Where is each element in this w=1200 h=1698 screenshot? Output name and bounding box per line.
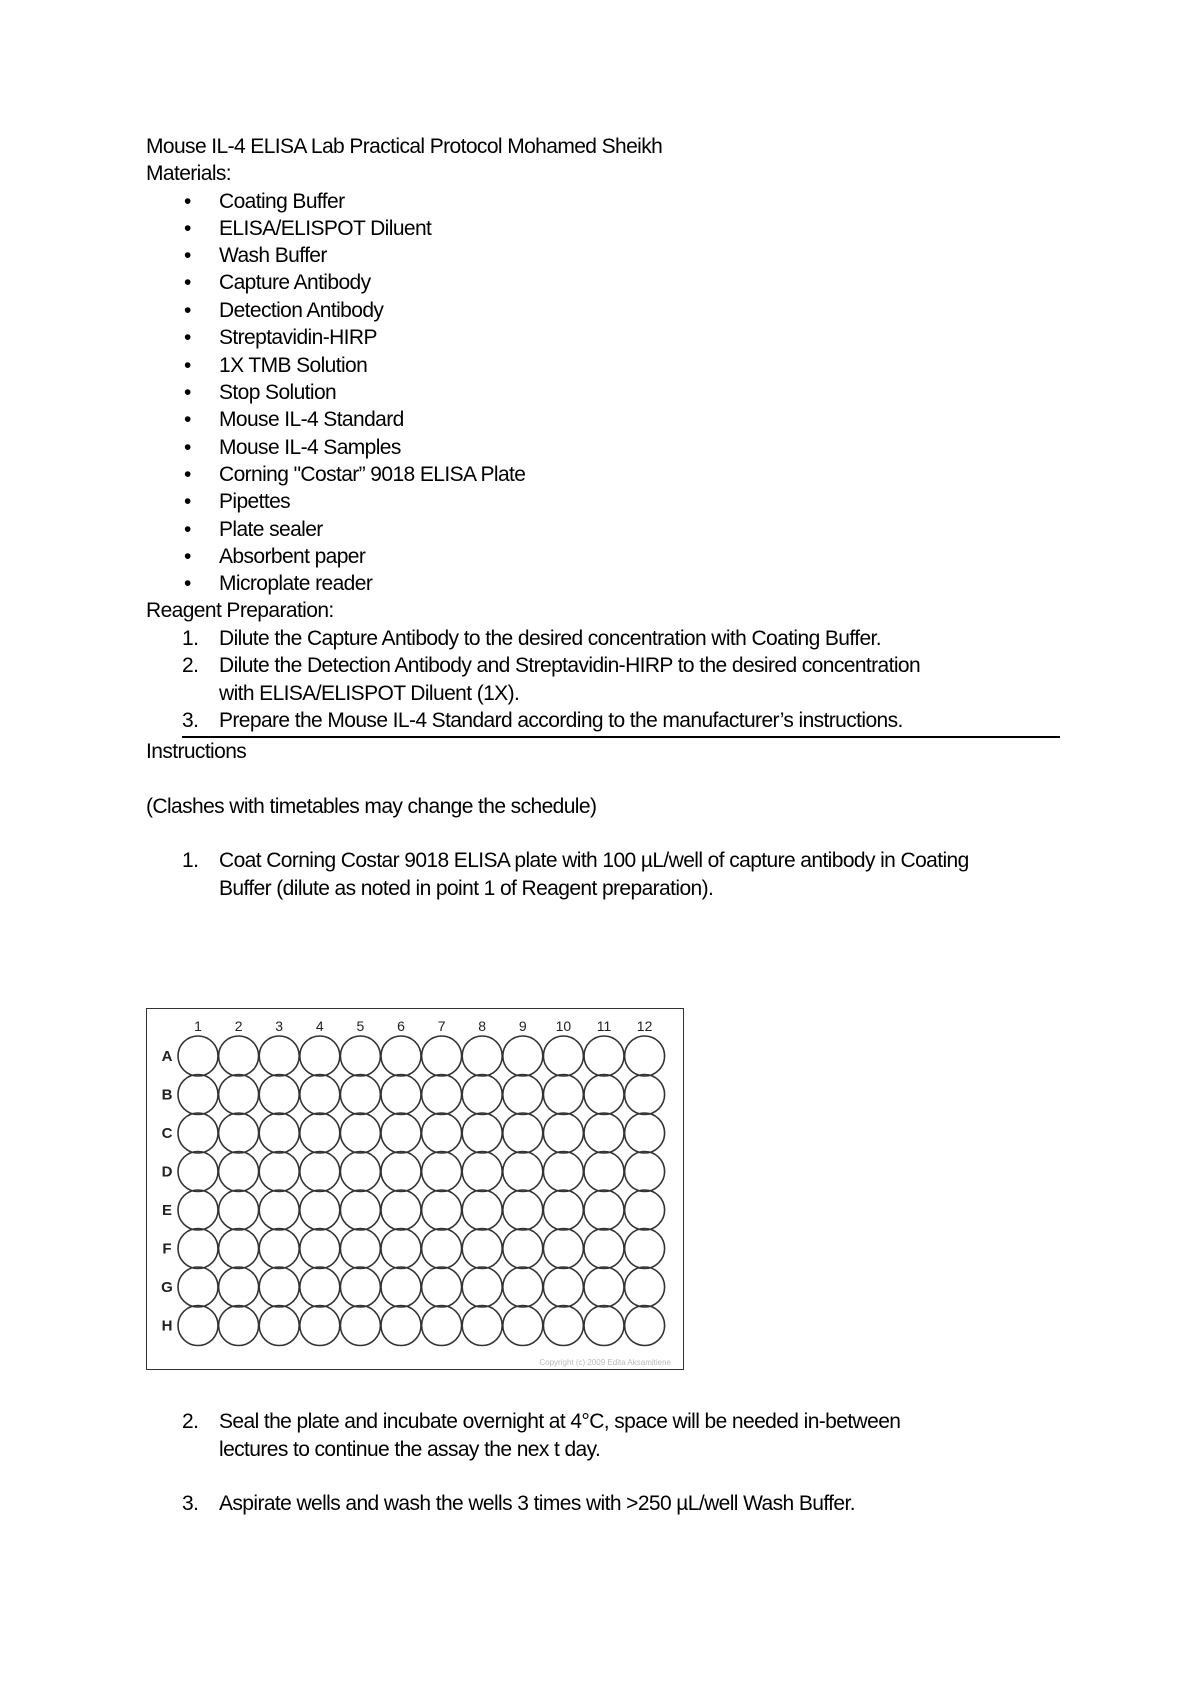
column-label: 7 <box>437 1018 446 1034</box>
column-label: 9 <box>518 1018 527 1034</box>
plate-wells-graphic <box>147 1009 683 1369</box>
well-D11 <box>584 1152 624 1192</box>
well-F5 <box>340 1229 380 1269</box>
well-E10 <box>543 1190 583 1230</box>
well-E4 <box>300 1190 340 1230</box>
column-label: 11 <box>596 1018 612 1034</box>
step-number: 2. <box>182 1410 199 1433</box>
step-text: Dilute the Capture Antibody to the desired concentration with Coating Buffer. <box>219 627 882 650</box>
column-label: 5 <box>356 1018 365 1034</box>
well-H4 <box>300 1306 340 1346</box>
bullet-icon: • <box>184 408 191 431</box>
well-D10 <box>543 1152 583 1192</box>
well-H12 <box>625 1306 665 1346</box>
reagent-preparation-heading: Reagent Preparation: <box>146 599 334 622</box>
well-A10 <box>543 1036 583 1076</box>
well-E3 <box>259 1190 299 1230</box>
row-label: E <box>161 1202 173 1219</box>
bullet-icon: • <box>184 354 191 377</box>
well-H1 <box>178 1306 218 1346</box>
step-number: 1. <box>182 627 199 650</box>
instructions-heading: Instructions <box>146 740 247 763</box>
bullet-icon: • <box>184 436 191 459</box>
step-text: Prepare the Mouse IL-4 Standard according to the manufacturer’s instructions. <box>219 709 903 732</box>
bullet-icon: • <box>184 271 191 294</box>
well-H6 <box>381 1306 421 1346</box>
well-H10 <box>543 1306 583 1346</box>
well-B5 <box>340 1075 380 1115</box>
well-C10 <box>543 1113 583 1153</box>
well-A5 <box>340 1036 380 1076</box>
well-G11 <box>584 1267 624 1307</box>
bullet-icon: • <box>184 545 191 568</box>
step-number: 3. <box>182 1492 199 1515</box>
well-E7 <box>422 1190 462 1230</box>
row-label: F <box>162 1240 172 1258</box>
well-F2 <box>219 1229 259 1269</box>
bullet-icon: • <box>184 463 191 486</box>
well-C3 <box>259 1113 299 1153</box>
bullet-icon: • <box>184 518 191 541</box>
well-B7 <box>422 1075 462 1115</box>
well-H5 <box>340 1306 380 1346</box>
step-text-continued: lectures to continue the assay the nex t day. <box>219 1438 601 1461</box>
well-D1 <box>178 1152 218 1192</box>
well-G12 <box>625 1267 665 1307</box>
well-B1 <box>178 1075 218 1115</box>
well-E6 <box>381 1190 421 1230</box>
well-F11 <box>584 1229 624 1269</box>
well-C6 <box>381 1113 421 1153</box>
step-text-continued: Buffer (dilute as noted in point 1 of Reagent preparation). <box>219 877 714 900</box>
column-label: 3 <box>275 1018 284 1034</box>
well-F9 <box>503 1229 543 1269</box>
well-B6 <box>381 1075 421 1115</box>
well-F4 <box>300 1229 340 1269</box>
well-G8 <box>462 1267 502 1307</box>
schedule-note: (Clashes with timetables may change the schedule) <box>146 795 597 818</box>
step-text: Seal the plate and incubate overnight at 4°C, space will be needed in-between <box>219 1410 901 1433</box>
well-D6 <box>381 1152 421 1192</box>
bullet-icon: • <box>184 326 191 349</box>
bullet-icon: • <box>184 572 191 595</box>
well-D2 <box>219 1152 259 1192</box>
step-text-continued: with ELISA/ELISPOT Diluent (1X). <box>219 682 520 705</box>
well-G4 <box>300 1267 340 1307</box>
well-F8 <box>462 1229 502 1269</box>
step-number: 3. <box>182 709 199 732</box>
well-C11 <box>584 1113 624 1153</box>
well-C4 <box>300 1113 340 1153</box>
well-F10 <box>543 1229 583 1269</box>
well-F12 <box>625 1229 665 1269</box>
column-label: 6 <box>397 1018 405 1034</box>
step-text: Dilute the Detection Antibody and Streptavidin-HIRP to the desired concentration <box>219 654 921 677</box>
well-A9 <box>503 1036 543 1076</box>
well-B4 <box>300 1075 340 1115</box>
well-A12 <box>625 1036 665 1076</box>
well-D9 <box>503 1152 543 1192</box>
well-B10 <box>543 1075 583 1115</box>
well-A7 <box>422 1036 462 1076</box>
well-A1 <box>178 1036 218 1076</box>
well-H9 <box>503 1306 543 1346</box>
well-H3 <box>259 1306 299 1346</box>
section-divider <box>182 736 1060 738</box>
diagram-copyright: Copyright (c) 2009 Edita Aksamitiene <box>539 1358 671 1367</box>
well-D3 <box>259 1152 299 1192</box>
well-B2 <box>219 1075 259 1115</box>
row-label: G <box>161 1279 173 1296</box>
bullet-icon: • <box>184 299 191 322</box>
well-G7 <box>422 1267 462 1307</box>
well-D4 <box>300 1152 340 1192</box>
column-label: 12 <box>636 1018 653 1034</box>
well-E5 <box>340 1190 380 1230</box>
well-C12 <box>625 1113 665 1153</box>
bullet-icon: • <box>184 490 191 513</box>
well-A2 <box>219 1036 259 1076</box>
document-page: Mouse IL-4 ELISA Lab Practical Protocol Mohamed Sheikh Materials: • Coating Buffer • ELISA/ELISPOT Diluent • Wash Buffer • Capture Antibody • Detection Antibody • Streptavidin-HIRP • 1X TMB Solution • Stop Solution • Mouse IL-4 Standard • Mouse IL-4 Samples • Corning "Costar” 9018 ELISA Plate • Pipettes • Plate sealer • Absorbent paper • Microplate reader Reagent Preparation: 1. Dilute the Capture Antibody to the desired concentration with Coating Buffer. 2. Dilute the Detection Antibody and Streptavidin-HIRP to the desired concentration with ELISA/ELISPOT Diluent (1X). 3. Prepare the Mouse IL-4 Standard according to the manufacturer’s instructions. Instructions (Clashes with timetables may change the schedule) 1. Coat Corning Costar 9018 ELISA plate with 100 µL/well of capture antibody in Coating Buffer (dilute as noted in point 1 of Reagent preparation). 1 2 3 4 5 6 7 8 9 10 11 12 A B C D E F G H Copyright (c) 2009 Edita Aksamitiene 2. Seal the plate and incubate overnight at 4°C, space will be needed in-between lectures to continue the assay the nex t day. 3. Aspirate wells and wash the wells 3 times with >250 µL/well Wash Buffer. <box>0 0 1200 1698</box>
well-C7 <box>422 1113 462 1153</box>
bullet-icon: • <box>184 244 191 267</box>
well-E8 <box>462 1190 502 1230</box>
96-well-plate-diagram <box>146 1008 684 1370</box>
well-H11 <box>584 1306 624 1346</box>
well-E9 <box>503 1190 543 1230</box>
well-C8 <box>462 1113 502 1153</box>
row-label: C <box>161 1125 173 1142</box>
well-E2 <box>219 1190 259 1230</box>
well-G6 <box>381 1267 421 1307</box>
step-number: 1. <box>182 849 199 872</box>
step-text: Aspirate wells and wash the wells 3 times with >250 µL/well Wash Buffer. <box>219 1492 855 1515</box>
well-B11 <box>584 1075 624 1115</box>
step-text: Coat Corning Costar 9018 ELISA plate with 100 µL/well of capture antibody in Coating <box>219 849 969 872</box>
well-G10 <box>543 1267 583 1307</box>
well-C9 <box>503 1113 543 1153</box>
column-label: 4 <box>315 1018 324 1034</box>
well-H2 <box>219 1306 259 1346</box>
well-D5 <box>340 1152 380 1192</box>
column-label: 10 <box>555 1018 572 1034</box>
row-label: H <box>161 1317 173 1335</box>
well-E12 <box>625 1190 665 1230</box>
well-B8 <box>462 1075 502 1115</box>
bullet-icon: • <box>184 217 191 240</box>
well-G1 <box>178 1267 218 1307</box>
well-H7 <box>422 1306 462 1346</box>
well-E11 <box>584 1190 624 1230</box>
row-label: B <box>161 1086 173 1104</box>
column-label: 2 <box>234 1018 243 1034</box>
well-D8 <box>462 1152 502 1192</box>
bullet-icon: • <box>184 190 191 213</box>
column-label: 8 <box>478 1018 487 1034</box>
well-F7 <box>422 1229 462 1269</box>
well-D12 <box>625 1152 665 1192</box>
well-G5 <box>340 1267 380 1307</box>
well-A11 <box>584 1036 624 1076</box>
step-number: 2. <box>182 654 199 677</box>
well-H8 <box>462 1306 502 1346</box>
materials-heading: Materials: <box>146 162 232 185</box>
well-C1 <box>178 1113 218 1153</box>
column-label: 1 <box>194 1018 202 1034</box>
well-B12 <box>625 1075 665 1115</box>
well-E1 <box>178 1190 218 1230</box>
document-title: Mouse IL-4 ELISA Lab Practical Protocol Mohamed Sheikh <box>146 135 663 158</box>
well-D7 <box>422 1152 462 1192</box>
well-B3 <box>259 1075 299 1115</box>
well-B9 <box>503 1075 543 1115</box>
well-F3 <box>259 1229 299 1269</box>
well-G2 <box>219 1267 259 1307</box>
well-A6 <box>381 1036 421 1076</box>
row-label: A <box>161 1048 173 1065</box>
well-G9 <box>503 1267 543 1307</box>
well-A8 <box>462 1036 502 1076</box>
well-G3 <box>259 1267 299 1307</box>
bullet-icon: • <box>184 381 191 404</box>
row-label: D <box>161 1163 173 1181</box>
well-A3 <box>259 1036 299 1076</box>
well-C5 <box>340 1113 380 1153</box>
well-A4 <box>300 1036 340 1076</box>
well-C2 <box>219 1113 259 1153</box>
well-F6 <box>381 1229 421 1269</box>
well-F1 <box>178 1229 218 1269</box>
